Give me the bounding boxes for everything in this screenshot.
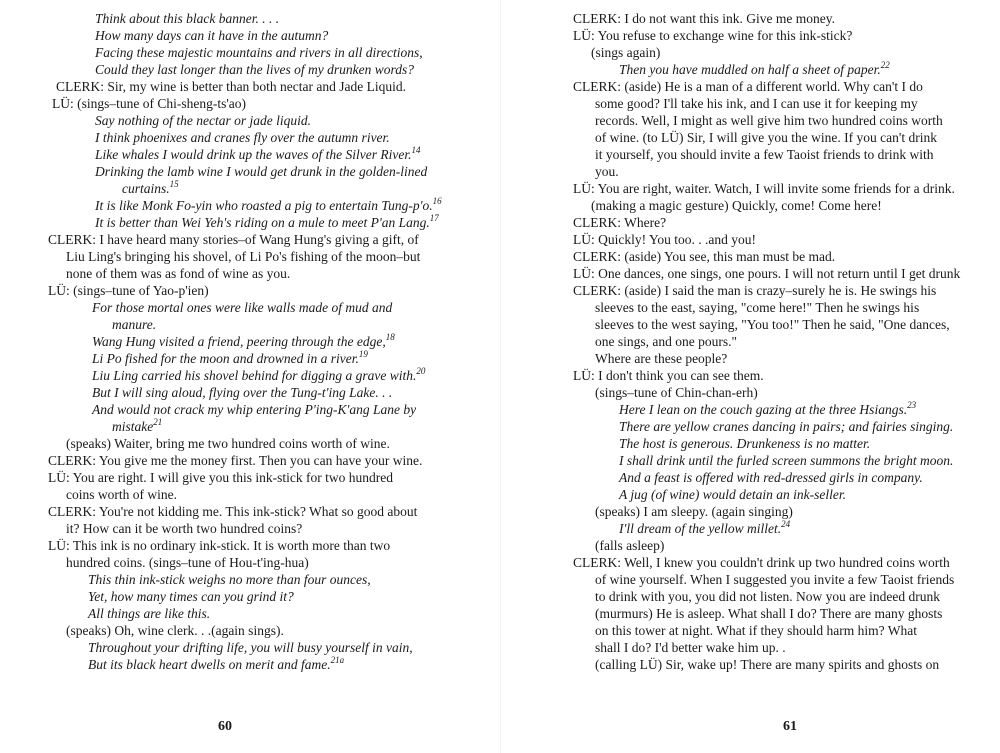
line-text: Li Po fished for the moon and drowned in a river. [92, 351, 359, 366]
line-text: CLERK: (aside) He is a man of a different world. Why can't I do [573, 79, 923, 94]
text-line [0, 588, 500, 605]
text-line [501, 180, 1000, 197]
text-line [0, 435, 500, 452]
text-line [0, 537, 500, 554]
text-line [0, 571, 500, 588]
line-text: This thin ink-stick weighs no more than four ounces, [88, 572, 371, 587]
text-line [0, 401, 500, 418]
text-line [501, 78, 1000, 95]
text-line [501, 537, 1000, 554]
text-line [0, 503, 500, 520]
line-text: The host is generous. Drunkeness is no matter. [619, 436, 871, 451]
line-text: (calling LÜ) Sir, wake up! There are many spirits and ghosts on [595, 657, 940, 672]
line-text: CLERK: Where? [573, 215, 667, 230]
text-line [501, 265, 1000, 282]
line-text: Where are these people? [595, 351, 728, 366]
text-line [501, 571, 1000, 588]
text-line [0, 333, 500, 350]
text-line [501, 605, 1000, 622]
text-line [0, 265, 500, 282]
text-line [0, 78, 500, 95]
line-text: LÜ: You are right. I will give you this ink-stick for two hundred [48, 470, 393, 485]
text-line [501, 61, 1000, 78]
line-text: LÜ: I don't think you can see them. [573, 368, 764, 383]
footnote-marker: 22 [880, 60, 890, 70]
line-text: mistake [112, 419, 154, 434]
footnote-marker: 23 [907, 400, 917, 410]
line-text: of wine yourself. When I suggested you invite a few Taoist friends [595, 572, 955, 587]
text-line [0, 231, 500, 248]
line-text: you. [595, 164, 619, 179]
line-text: to drink with you, you did not listen. Now you are indeed drunk [595, 589, 940, 604]
text-line [501, 129, 1000, 146]
line-text: Throughout your drifting life, you will busy yourself in vain, [88, 640, 413, 655]
page-left-text [0, 10, 500, 673]
footnote-marker: 24 [781, 519, 791, 529]
text-line [0, 656, 500, 673]
text-line [0, 554, 500, 571]
line-text: CLERK: Sir, my wine is better than both nectar and Jade Liquid. [56, 79, 407, 94]
line-text: CLERK: I do not want this ink. Give me money. [573, 11, 835, 26]
line-text: manure. [112, 317, 157, 332]
text-line [0, 197, 500, 214]
line-text: But I will sing aloud, flying over the Tung-t'ing Lake. . . [92, 385, 393, 400]
text-line [0, 61, 500, 78]
text-line [0, 214, 500, 231]
line-text: some good? I'll take his ink, and I can use it for keeping my [595, 96, 918, 111]
line-text: Wang Hung visited a friend, peering through the edge, [92, 334, 386, 349]
text-line [0, 95, 500, 112]
text-line [0, 27, 500, 44]
text-line [0, 639, 500, 656]
line-text: CLERK: You're not kidding me. This ink-stick? What so good about [48, 504, 418, 519]
text-line [0, 384, 500, 401]
line-text: And a feast is offered with red-dressed girls in company. [619, 470, 923, 485]
text-line [501, 452, 1000, 469]
text-line [0, 146, 500, 163]
line-text: It is like Monk Fo-yin who roasted a pig to entertain Tung-p'o. [95, 198, 433, 213]
footnote-marker: 21a [330, 655, 345, 665]
line-text: Think about this black banner. . . . [95, 11, 280, 26]
line-text: Liu Ling carried his shovel behind for digging a grave with. [92, 368, 417, 383]
line-text: (speaks) I am sleepy. (again singing) [595, 504, 793, 519]
line-text: Facing these majestic mountains and rivers in all directions, [95, 45, 423, 60]
line-text: records. Well, I might as well give him two hundred coins worth [595, 113, 943, 128]
text-line [501, 197, 1000, 214]
text-line [501, 367, 1000, 384]
line-text: Then you have muddled on half a sheet of paper. [619, 62, 881, 77]
text-line [501, 299, 1000, 316]
text-line [501, 316, 1000, 333]
line-text: (sings again) [591, 45, 661, 60]
text-line [0, 316, 500, 333]
line-text: shall I do? I'd better wake him up. . [595, 640, 786, 655]
text-line [0, 129, 500, 146]
text-line [501, 282, 1000, 299]
line-text: coins worth of wine. [66, 487, 177, 502]
line-text: CLERK: You give me the money first. Then you can have your wine. [48, 453, 423, 468]
text-line [0, 299, 500, 316]
text-line [501, 214, 1000, 231]
page-right-text [501, 10, 1000, 673]
line-text: (falls asleep) [595, 538, 665, 553]
line-text: Say nothing of the nectar or jade liquid. [95, 113, 311, 128]
text-line [0, 180, 500, 197]
text-line [0, 622, 500, 639]
line-text: Yet, how many times can you grind it? [88, 589, 294, 604]
line-text: Drinking the lamb wine I would get drunk in the golden-lined [95, 164, 428, 179]
line-text: It is better than Wei Yeh's riding on a mule to meet P'an Lang. [95, 215, 430, 230]
line-text: LÜ: This ink is no ordinary ink-stick. It is worth more than two [48, 538, 391, 553]
line-text: How many days can it have in the autumn? [95, 28, 329, 43]
line-text: it yourself, you should invite a few Taoist friends to drink with [595, 147, 934, 162]
text-line [501, 95, 1000, 112]
footnote-marker: 15 [169, 179, 179, 189]
line-text: (speaks) Oh, wine clerk. . .(again sings). [66, 623, 284, 638]
line-text: CLERK: Well, I knew you couldn't drink up two hundred coins worth [573, 555, 950, 570]
line-text: (murmurs) He is asleep. What shall I do? There are many ghosts [595, 606, 943, 621]
line-text: CLERK: I have heard many stories–of Wang Hung's giving a gift, of [48, 232, 419, 247]
text-line [0, 418, 500, 435]
text-line [0, 469, 500, 486]
footnote-marker: 18 [385, 332, 395, 342]
text-line [501, 27, 1000, 44]
line-text: Here I lean on the couch gazing at the three Hsiangs. [619, 402, 908, 417]
line-text: sleeves to the west saying, "You too!" Then he said, "One dances, [595, 317, 950, 332]
line-text: LÜ: (sings–tune of Chi-sheng-ts'ao) [52, 96, 247, 111]
text-line [0, 163, 500, 180]
text-line [501, 503, 1000, 520]
line-text: LÜ: You refuse to exchange wine for this ink-stick? [573, 28, 853, 43]
text-line [501, 418, 1000, 435]
text-line [0, 452, 500, 469]
text-line [501, 231, 1000, 248]
line-text: There are yellow cranes dancing in pairs; and fairies singing. [619, 419, 954, 434]
text-line [0, 367, 500, 384]
line-text: (sings–tune of Chin-chan-erh) [595, 385, 758, 400]
line-text: I shall drink until the furled screen summons the bright moon. [619, 453, 954, 468]
text-line [501, 248, 1000, 265]
text-line [501, 350, 1000, 367]
line-text: LÜ: Quickly! You too. . .and you! [573, 232, 756, 247]
text-line [501, 486, 1000, 503]
line-text: on this tower at night. What if they should harm him? What [595, 623, 917, 638]
line-text: (speaks) Waiter, bring me two hundred coins worth of wine. [66, 436, 390, 451]
line-text: A jug (of wine) would detain an ink-seller. [619, 487, 846, 502]
line-text: curtains. [122, 181, 170, 196]
line-text: Like whales I would drink up the waves of the Silver River. [95, 147, 412, 162]
line-text: Liu Ling's bringing his shovel, of Li Po's fishing of the moon–but [66, 249, 421, 264]
line-text: And would not crack my whip entering P'ing-K'ang Lane by [92, 402, 417, 417]
text-line [0, 112, 500, 129]
footnote-marker: 16 [432, 196, 442, 206]
footnote-marker: 21 [153, 417, 163, 427]
text-line [501, 146, 1000, 163]
line-text: Could they last longer than the lives of my drunken words? [95, 62, 414, 77]
line-text: it? How can it be worth two hundred coins? [66, 521, 303, 536]
text-line [501, 401, 1000, 418]
text-line [501, 622, 1000, 639]
line-text: CLERK: (aside) I said the man is crazy–surely he is. He swings his [573, 283, 937, 298]
text-line [501, 384, 1000, 401]
footnote-marker: 17 [429, 213, 439, 223]
text-line [0, 520, 500, 537]
text-line [0, 486, 500, 503]
footnote-marker: 19 [358, 349, 368, 359]
line-text: one sings, and one pours." [595, 334, 737, 349]
text-line [501, 520, 1000, 537]
text-line [0, 248, 500, 265]
line-text: For those mortal ones were like walls made of mud and [92, 300, 393, 315]
line-text: LÜ: (sings–tune of Yao-p'ien) [48, 283, 209, 298]
text-line [501, 44, 1000, 61]
text-line [501, 639, 1000, 656]
text-line [501, 333, 1000, 350]
footnote-marker: 20 [416, 366, 426, 376]
footnote-marker: 14 [411, 145, 421, 155]
text-line [501, 10, 1000, 27]
line-text: But its black heart dwells on merit and fame. [88, 657, 331, 672]
line-text: (making a magic gesture) Quickly, come! Come here! [591, 198, 882, 213]
text-line [0, 605, 500, 622]
text-line [0, 350, 500, 367]
line-text: I'll dream of the yellow millet. [619, 521, 782, 536]
line-text: sleeves to the east, saying, "come here!" Then he swings his [595, 300, 920, 315]
text-line [0, 282, 500, 299]
text-line [501, 554, 1000, 571]
text-line [501, 656, 1000, 673]
line-text: none of them was as fond of wine as you. [66, 266, 291, 281]
line-text: I think phoenixes and cranes fly over the autumn river. [95, 130, 390, 145]
page-right [500, 0, 1000, 753]
line-text: CLERK: (aside) You see, this man must be mad. [573, 249, 836, 264]
page-number-left: 60 [218, 719, 232, 734]
text-line [501, 163, 1000, 180]
line-text: hundred coins. (sings–tune of Hou-t'ing-hua) [66, 555, 309, 570]
text-line [0, 10, 500, 27]
text-line [0, 44, 500, 61]
line-text: of wine. (to LÜ) Sir, I will give you the wine. If you can't drink [595, 130, 937, 145]
text-line [501, 112, 1000, 129]
text-line [501, 588, 1000, 605]
page-number-right: 61 [783, 719, 797, 734]
line-text: LÜ: One dances, one sings, one pours. I will not return until I get drunk [573, 266, 961, 281]
text-line [501, 469, 1000, 486]
text-line [501, 435, 1000, 452]
line-text: LÜ: You are right, waiter. Watch, I will invite some friends for a drink. [573, 181, 955, 196]
line-text: All things are like this. [88, 606, 211, 621]
